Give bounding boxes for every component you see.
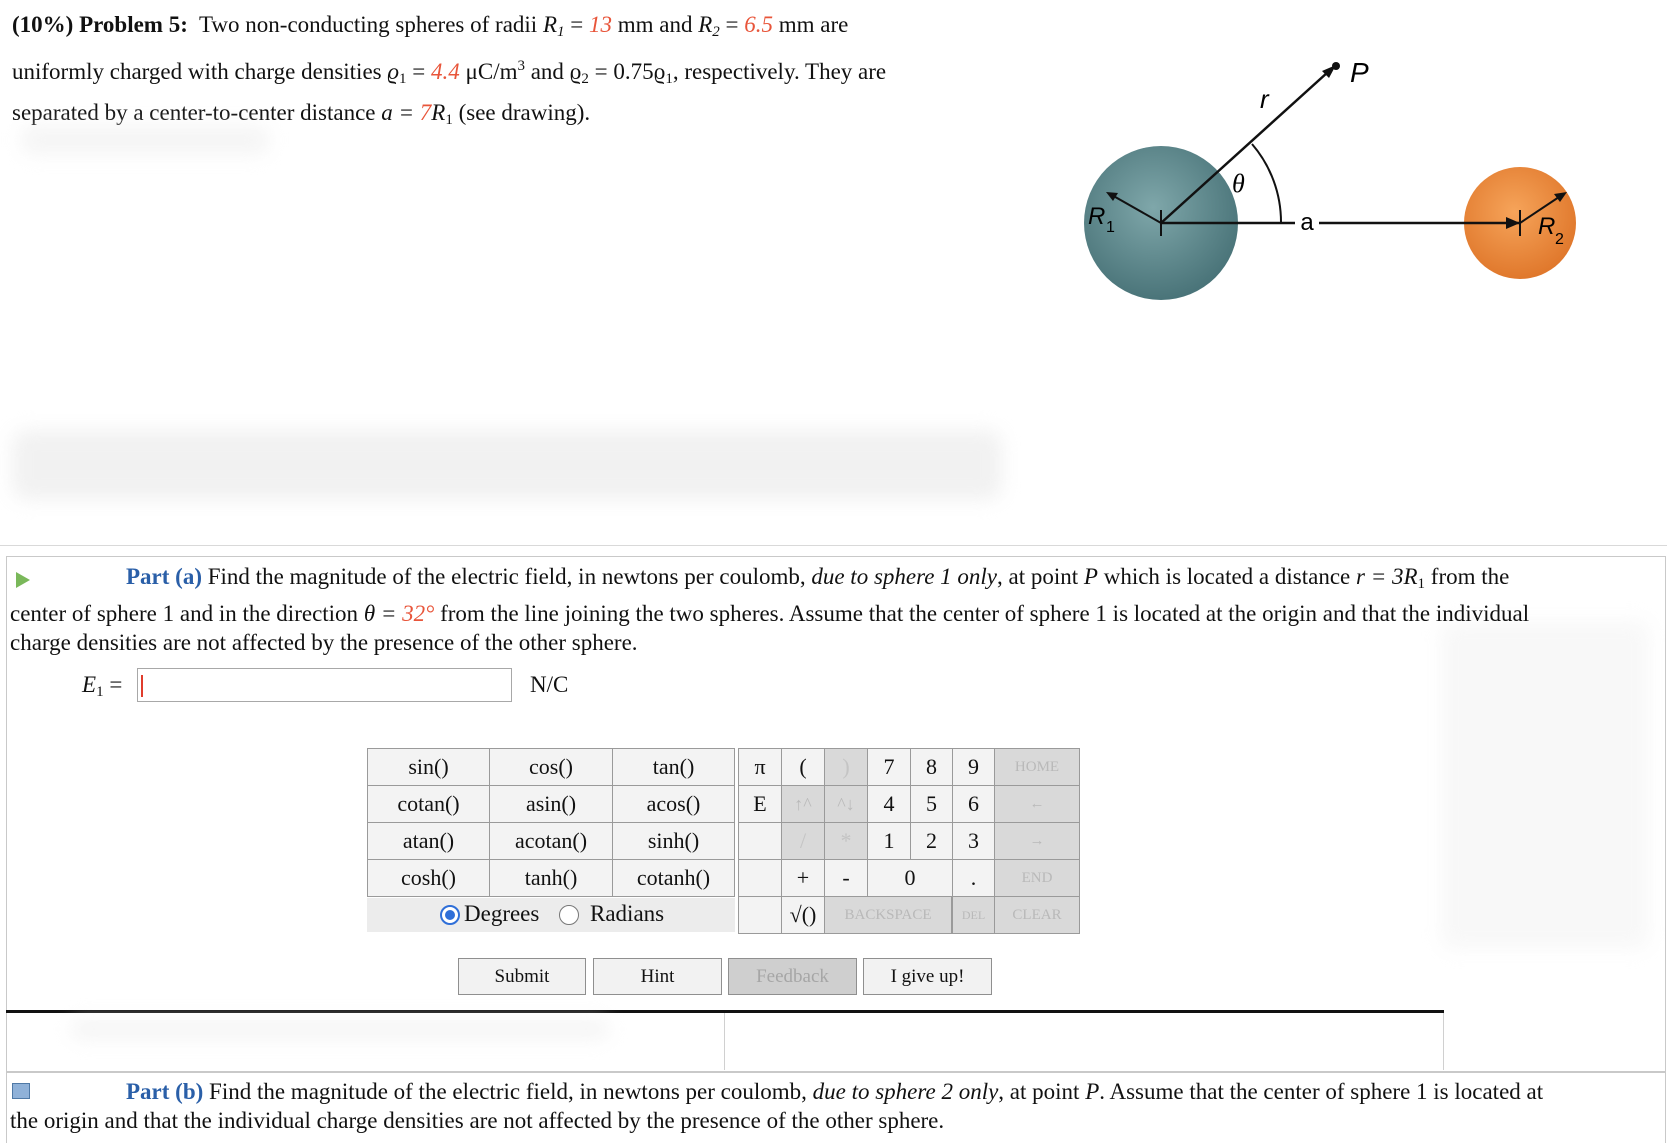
hint-button[interactable]: Hint — [593, 958, 722, 995]
key-sqrt[interactable]: √() — [781, 896, 825, 934]
key-tanh[interactable]: tanh() — [489, 859, 613, 897]
key-del[interactable]: DEL — [952, 896, 995, 934]
unit-label: N/C — [530, 672, 569, 697]
key-0[interactable]: 0 — [867, 859, 953, 897]
text-caret — [141, 675, 143, 697]
key-cos[interactable]: cos() — [489, 748, 613, 786]
problem-line-3: separated by a center-to-center distance $a = 7R_1$ (see drawing). — [12, 100, 591, 128]
key-close-paren[interactable]: ) — [824, 748, 868, 786]
problem-weight: (10%) — [12, 12, 74, 37]
spheres-diagram — [1060, 52, 1620, 312]
key-8[interactable]: 8 — [910, 748, 953, 786]
key-minus[interactable]: - — [824, 859, 868, 897]
key-clear[interactable]: CLEAR — [994, 896, 1080, 934]
separator-bar — [6, 1010, 1444, 1013]
theta-value: 32° — [402, 601, 435, 626]
divider — [0, 545, 1667, 546]
key-blank — [738, 896, 782, 934]
key-sinh[interactable]: sinh() — [612, 822, 735, 860]
key-cosh[interactable]: cosh() — [367, 859, 490, 897]
key-atan[interactable]: atan() — [367, 822, 490, 860]
key-blank — [738, 822, 782, 860]
key-end[interactable]: END — [994, 859, 1080, 897]
part-a-label: Part (a) — [126, 564, 202, 589]
problem-line-1: (10%) Problem 5: Two non-conducting spheres of radii $R_1 = 13$ mm and $R_2 = 6.5$ mm are — [12, 12, 849, 40]
label-r2-sub: 2 — [1555, 231, 1564, 248]
key-plus[interactable]: + — [781, 859, 825, 897]
answer-label: $E_1$ = — [82, 672, 123, 700]
key-1[interactable]: 1 — [867, 822, 911, 860]
key-divide[interactable]: / — [781, 822, 825, 860]
give-up-button[interactable]: I give up! — [863, 958, 992, 995]
key-3[interactable]: 3 — [952, 822, 995, 860]
key-e[interactable]: E — [738, 785, 782, 823]
key-2[interactable]: 2 — [910, 822, 953, 860]
key-open-paren[interactable]: ( — [781, 748, 825, 786]
key-7[interactable]: 7 — [867, 748, 911, 786]
key-tan[interactable]: tan() — [612, 748, 735, 786]
key-9[interactable]: 9 — [952, 748, 995, 786]
key-pi[interactable]: π — [738, 748, 782, 786]
blurred-region — [20, 125, 270, 155]
label-r: r — [1260, 84, 1269, 114]
key-asin[interactable]: asin() — [489, 785, 613, 823]
radians-radio[interactable] — [559, 905, 579, 925]
blurred-region — [12, 430, 1002, 500]
answer-input[interactable] — [137, 668, 512, 702]
blurred-region — [70, 1018, 610, 1040]
key-6[interactable]: 6 — [952, 785, 995, 823]
feedback-button[interactable]: Feedback — [728, 958, 857, 995]
degrees-radio[interactable] — [440, 905, 460, 925]
a-value: 7 — [419, 100, 432, 125]
key-multiply[interactable]: * — [824, 822, 868, 860]
r1-value: 13 — [588, 12, 612, 37]
column-divider — [1443, 1013, 1444, 1070]
degrees-label[interactable]: Degrees — [464, 901, 540, 926]
part-b-label: Part (b) — [126, 1079, 204, 1104]
r-line — [1161, 72, 1328, 223]
key-acotan[interactable]: acotan() — [489, 822, 613, 860]
problem-statement — [12, 8, 972, 137]
key-up[interactable]: ↑^ — [781, 785, 825, 823]
label-a: a — [1300, 209, 1314, 236]
label-r1-sub: 1 — [1106, 219, 1115, 236]
r2-value: 6.5 — [744, 12, 774, 37]
key-acos[interactable]: acos() — [612, 785, 735, 823]
key-sin[interactable]: sin() — [367, 748, 490, 786]
column-divider — [724, 1013, 725, 1070]
problem-number: Problem 5: — [79, 12, 188, 37]
point-p — [1332, 62, 1340, 70]
part-a-question: Part (a) Find the magnitude of the electric field, in newtons per coulomb, due to sphere 1 only, at point P which is located a distance $r = 3R_1$ from the center of sphere 1 and in the direction θ = 32° from the line joining the two spheres. Assume that the center of sphere 1 is located at the origin and that the individual charge densities are not affected by the presence of the other sphere. — [10, 564, 1530, 655]
label-r1: R — [1088, 203, 1106, 230]
problem-line-2: uniformly charged with charge densities $ϱ_1 = 4.4$ $\mu C/m^3$ and $ϱ_2 = 0.75ϱ_1$, respectively. They are — [12, 58, 887, 87]
radians-label[interactable]: Radians — [590, 901, 665, 926]
submit-button[interactable]: Submit — [458, 958, 586, 995]
label-p: P — [1350, 57, 1369, 88]
key-5[interactable]: 5 — [910, 785, 953, 823]
key-cotan[interactable]: cotan() — [367, 785, 490, 823]
rho1-value: 4.4 — [431, 59, 460, 84]
key-blank — [738, 859, 782, 897]
key-right[interactable]: → — [994, 822, 1080, 860]
key-cotanh[interactable]: cotanh() — [612, 859, 735, 897]
part-b-question: Part (b) Find the magnitude of the electric field, in newtons per coulomb, due to sphere 2 only, at point P. Assume that the center of sphere 1 is located at the origin and that the individual charge densities are not affected by the presence of the other sphere. — [10, 1079, 1544, 1133]
label-theta: θ — [1232, 169, 1245, 198]
key-backspace[interactable]: BACKSPACE — [824, 896, 952, 934]
key-down[interactable]: ^↓ — [824, 785, 868, 823]
key-home[interactable]: HOME — [994, 748, 1080, 786]
angle-mode-selector — [367, 898, 735, 932]
key-left[interactable]: ← — [994, 785, 1080, 823]
theta-arc — [1252, 144, 1281, 223]
label-r2: R — [1538, 213, 1556, 240]
key-dot[interactable]: . — [952, 859, 995, 897]
key-4[interactable]: 4 — [867, 785, 911, 823]
